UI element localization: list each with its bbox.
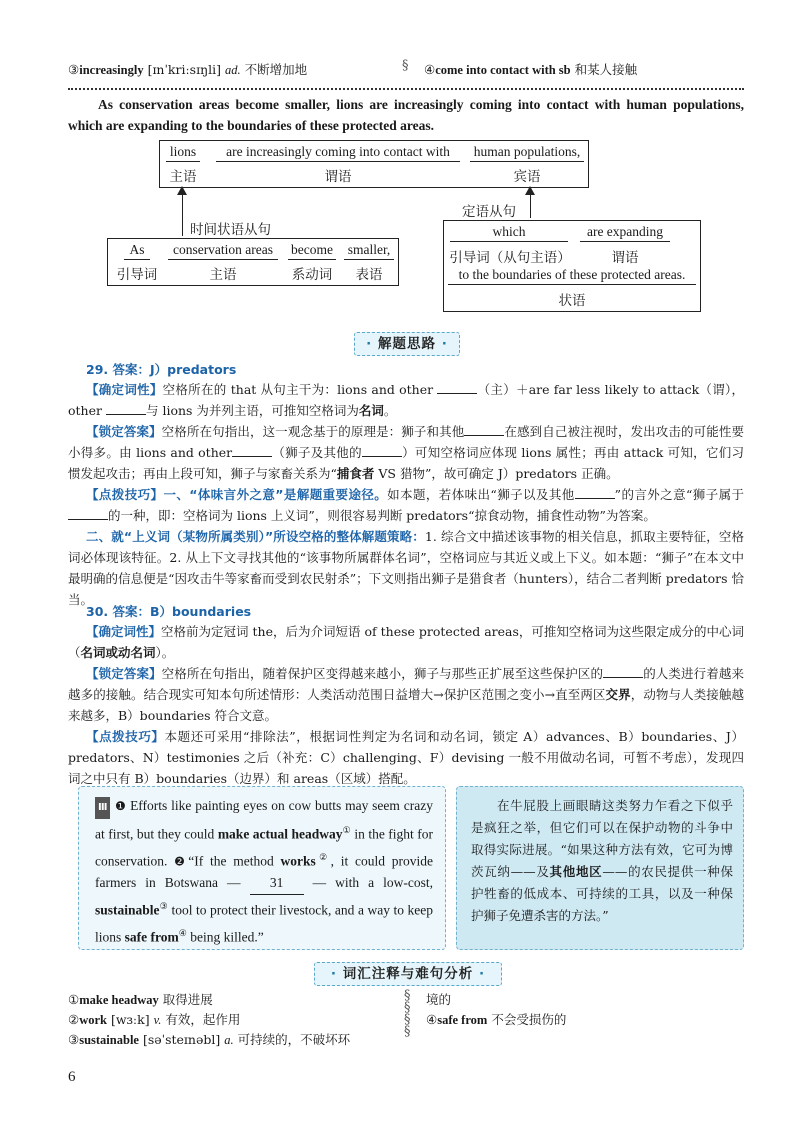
answer-blank: [362, 444, 402, 457]
vocab-word: come into contact with sb: [435, 63, 571, 77]
passage-span: “If the method: [188, 853, 274, 868]
attr-which-en: which: [450, 224, 568, 242]
tag-label: 【点拨技巧】: [86, 487, 164, 502]
para-text: （狮子及其他的: [272, 445, 362, 460]
para-text: ，动物与人类接触越来越多，B）boundaries 符合文意。: [68, 687, 744, 723]
passage-excerpt-panel: [78, 786, 446, 950]
attr-pred-zh: 谓语: [611, 250, 639, 265]
note-pos: v.: [153, 1013, 162, 1027]
answer-blank: [106, 402, 146, 415]
note-item-1: [68, 990, 213, 1008]
note-marker: ④: [178, 927, 187, 938]
translation-panel: [456, 786, 744, 950]
tag-label: 【锁定答案】: [86, 666, 162, 681]
q29-part-of-speech: [68, 379, 744, 421]
note-number: ③: [68, 1032, 80, 1047]
attributive-clause-label: 定语从句: [462, 204, 516, 219]
para-text: 空格所在句指出，这一观念基于的原理是：狮子和其他: [161, 424, 465, 439]
para-text: 空格前为定冠词 the，后为介词短语 of these protected areas，可推知空格词为这些限定成分的中心词（: [68, 624, 744, 660]
note-item-3-continued: 境的: [426, 992, 452, 1007]
top-vocab-item-3: [68, 60, 307, 78]
note-word: make headway: [79, 993, 159, 1007]
q29-tip: [68, 484, 744, 526]
para-text: 。: [383, 403, 397, 418]
para-text: 在感到自己被注视时，发出攻击的可能性要小得多。由 lions and other: [68, 424, 744, 460]
q30-part-of-speech: [68, 621, 744, 663]
passage-bold: safe from: [124, 929, 179, 944]
vocab-meaning: 和某人接触: [574, 62, 638, 77]
attributive-clause-box: [443, 220, 701, 312]
section-title-text: 词汇注释与难句分析: [342, 966, 474, 982]
passage-span: — with a low-cost,: [312, 875, 434, 890]
vocab-number: ④: [424, 62, 436, 77]
passage-span: being killed.”: [190, 929, 264, 944]
adv-predicative-en: smaller,: [344, 242, 394, 260]
key-sentence: As conservation areas become smaller, lions are increasingly coming into contact with human populations, which are expanding to the boundaries of these protected areas.: [68, 97, 744, 133]
adv-subject-en: conservation areas: [168, 242, 278, 260]
para-text: 如本题，若体味出“狮子以及其他: [387, 487, 575, 502]
note-meaning: 有效，起作用: [165, 1012, 241, 1027]
adv-connector-zh: 引导词: [116, 267, 158, 282]
q30-tip: [68, 726, 744, 789]
vocab-phonetic: [ɪnˈkriːsɪŋli]: [147, 62, 222, 77]
note-pos: a.: [224, 1033, 234, 1047]
blank-number: 31: [269, 875, 284, 890]
bold-text: 捕食者: [336, 466, 375, 481]
adv-subject-zh: 主语: [209, 267, 237, 282]
translation-span: ——的农民提供一种保护牲畜的低成本、可持续的工具，以及一种保护狮子免遭杀害的方法。”: [471, 864, 733, 923]
para-text: 与 lions 为并列主语，可推知空格词为: [145, 403, 359, 418]
section-title-text: 解题思路: [378, 336, 436, 352]
translation-bold: 其他地区: [549, 864, 603, 879]
note-meaning: 不会受损伤的: [491, 1012, 567, 1027]
arrow-up-icon: [182, 188, 183, 236]
note-marker: ②: [315, 851, 331, 862]
answer-blank: [603, 665, 643, 678]
tag-label: 【点拨技巧】: [86, 729, 165, 744]
q29-lock-answer: [68, 421, 744, 484]
passage-span: tool to protect their livestock, and a way to keep lions: [95, 902, 434, 944]
diagram-predicate-zh: 谓语: [324, 169, 352, 184]
page-number: 6: [68, 1069, 76, 1085]
answer-blank: [575, 486, 615, 499]
wavy-divider: § § § §: [404, 988, 411, 1039]
blue-heading: 二、就“上义词（某物所属类别）”所设空格的整体解题策略：: [86, 529, 425, 544]
top-vocab-item-4: [424, 60, 637, 78]
answer-blank: [437, 381, 477, 394]
bold-text: 名词: [358, 403, 384, 418]
q29-strategy: [68, 526, 744, 610]
note-meaning: 可持续的，不破坏环: [237, 1032, 351, 1047]
para-text: 1. 综合文中描述该事物的相关信息，抓取主要特征，空格词必体现该特征。2. 从上下文寻找其他的“该事物所属群体名词”，空格词应与其近义或上下义。如本题：“狮子”在本文中最明确的信息便是“因攻击牛等家畜而受到农民射杀”；下文则指出狮子是猎食者（hunters），结合二者判断 predators 恰当。: [68, 529, 744, 607]
diagram-object-zh: 宾语: [513, 169, 541, 184]
sentence-number: ❶: [114, 799, 127, 813]
q30-lock-answer: [68, 663, 744, 726]
attr-adverbial-en: to the boundaries of these protected areas.: [448, 267, 696, 285]
diagram-subject-zh: 主语: [169, 169, 197, 184]
note-number: ②: [68, 1012, 80, 1027]
bold-text: 交界: [605, 687, 631, 702]
paragraph-number-badge: Ⅲ: [95, 797, 110, 819]
para-text: ）。: [155, 645, 175, 660]
tag-label: 【锁定答案】: [86, 424, 162, 439]
cloze-blank-31: [250, 872, 304, 895]
sentence-number: ❷: [174, 854, 189, 868]
adv-verb-en: become: [288, 242, 336, 260]
q29-answer-header: 29. 答案：J）predators: [86, 362, 237, 377]
para-text: ）可知空格词应体现 lions 属性；再由 attack 可知，它们习惯发起攻击；再由上段可知，狮子与家畜关系为“: [68, 445, 744, 481]
para-text: 本题还可采用“排除法”，根据词性判定为名词和动名词，锁定 A）advances、B）boundaries、J）predators、N）testimonies 之后（补充：C）challenging、F）devising 一般不用做动名词，可暂不考虑），发现四词之中只有 B）boundaries（边界）和 areas（区域）搭配。: [68, 729, 744, 786]
answer-blank: [464, 423, 504, 436]
note-item-2: [68, 1010, 240, 1028]
diagram-predicate-en: are increasingly coming into contact with: [216, 144, 460, 162]
adverbial-clause-box: [107, 238, 399, 286]
answer-blank: [232, 444, 272, 457]
attr-pred-en: are expanding: [580, 224, 670, 242]
note-item-4: [426, 1010, 566, 1028]
para-text: 的一种，即：空格词为 lions 上义词”，则很容易判断 predators“掠食动物，捕食性动物”为答案。: [108, 508, 656, 523]
attr-adverbial-zh: 状语: [558, 293, 586, 308]
note-item-3: [68, 1030, 350, 1048]
wavy-divider: §: [402, 58, 409, 73]
bold-text: 名词或动名词: [80, 645, 156, 660]
blue-heading: 一、“体味言外之意”是解题重要途径。: [163, 487, 388, 502]
para-text: 的人类进行着越来越多的接触。结合现实可知本句所述情形：人类活动范围日益增大→保护区范围之变小→直至两区: [68, 666, 744, 702]
para-text: （主）＋are far less likely to attack（谓），other: [68, 382, 744, 418]
section-title-vocab: · 词汇注释与难句分析 ·: [314, 962, 502, 986]
answer-blank: [68, 507, 108, 520]
tag-label: 【确定词性】: [86, 382, 163, 397]
note-marker: ①: [342, 825, 351, 835]
vocab-pos: ad.: [225, 63, 241, 77]
passage-span: Efforts like painting eyes on cow butts may seem crazy at first, but they could: [95, 798, 433, 842]
adv-connector-en: As: [124, 242, 150, 260]
passage-bold: works: [280, 853, 316, 868]
para-text: VS 猎物”，故可确定 J）predators 正确。: [374, 466, 619, 481]
passage-span: , it could provide farmers in Botswana —: [95, 853, 434, 890]
note-word: work: [79, 1013, 107, 1027]
vocab-meaning: 不断增加地: [244, 62, 308, 77]
note-meaning: 取得进展: [162, 992, 213, 1007]
translation-text: [471, 795, 733, 927]
adv-verb-zh: 系动词: [291, 267, 333, 282]
para-text: 空格所在句指出，随着保护区变得越来越小，狮子与那些正扩展至这些保护区的: [161, 666, 604, 681]
note-word: sustainable: [79, 1033, 139, 1047]
tag-label: 【确定词性】: [86, 624, 162, 639]
note-marker: ③: [159, 901, 168, 911]
section-title-analysis: · 解题思路 ·: [354, 332, 460, 356]
note-phonetic: [səˈsteɪnəbl]: [142, 1032, 221, 1047]
q30-answer-header: 30. 答案：B）boundaries: [86, 604, 252, 619]
dotted-separator: [68, 88, 744, 90]
vocab-number: ③: [68, 62, 80, 77]
adv-predicative-zh: 表语: [355, 267, 383, 282]
note-number: ④: [426, 1012, 438, 1027]
passage-span: in the fight for conservation.: [95, 826, 434, 868]
translation-span: 在牛屁股上画眼睛这类努力乍看之下似乎是疯狂之举，但它们可以在保护动物的斗争中取得实际进展。“如果这种方法有效，它可为博茨瓦纳——及: [471, 798, 733, 879]
note-number: ①: [68, 992, 80, 1007]
arrow-up-icon: [530, 188, 531, 218]
para-text: 空格所在的 that 从句主干为：lions and other: [162, 382, 434, 397]
diagram-object-en: human populations,: [470, 144, 584, 162]
passage-text: [95, 795, 433, 948]
main-clause-box: [159, 140, 589, 188]
passage-bold: sustainable: [95, 902, 160, 918]
passage-bold: make actual headway: [217, 826, 343, 842]
note-phonetic: [wɜːk]: [110, 1012, 150, 1027]
attr-which-zh: 引导词（从句主语）: [449, 250, 571, 265]
diagram-subject-en: lions: [166, 144, 200, 162]
note-word: safe from: [437, 1013, 488, 1027]
adverbial-clause-label: 时间状语从句: [190, 222, 271, 237]
para-text: ”的言外之意“狮子属于: [614, 487, 744, 502]
vocab-word: increasingly: [79, 63, 144, 77]
